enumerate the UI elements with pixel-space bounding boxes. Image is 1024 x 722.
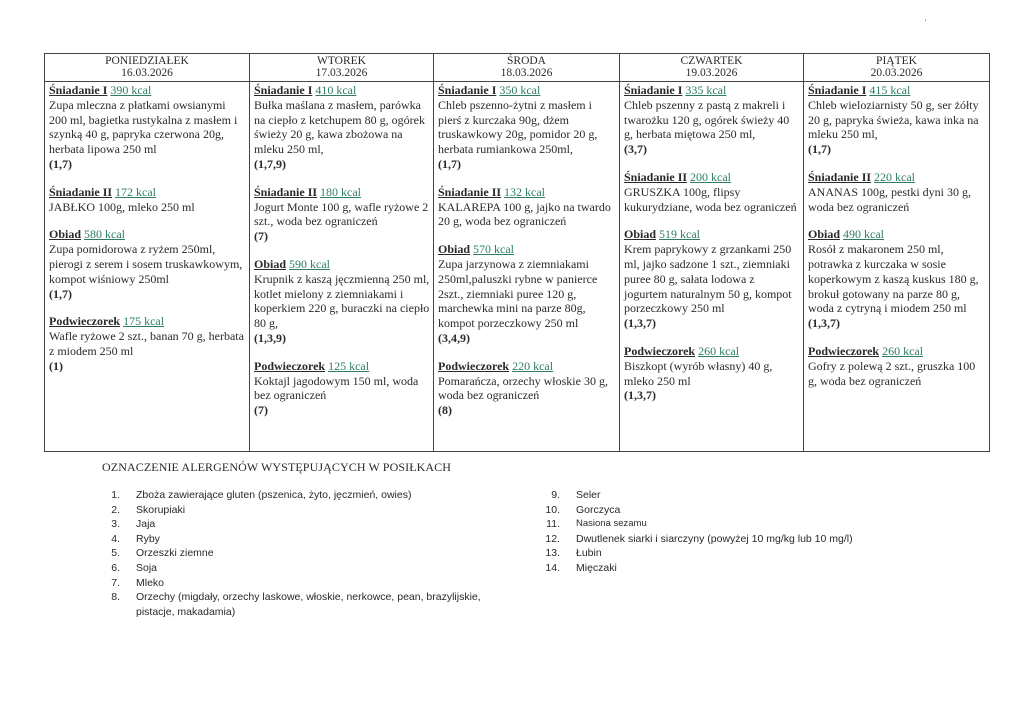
day-header: PIĄTEK 20.03.2026	[804, 54, 990, 82]
meal-description: Zupa mleczna z płatkami owsianymi 200 ml, bagietka rustykalna z masłem i szynką 40 g, papryka czerwona 20g, herbata lipowa 250 ml	[49, 97, 238, 157]
meal-block	[254, 185, 430, 244]
meal-title	[254, 185, 430, 200]
meal-description: KALAREPA 100 g, jajko na twardo 20 g, woda bez ograniczeń	[438, 199, 611, 229]
meal-block	[624, 344, 800, 403]
meal-title	[624, 83, 800, 98]
meal-title	[624, 170, 800, 185]
meal-title	[49, 185, 246, 200]
allergen-item: 2. Skorupiaki	[111, 503, 186, 516]
meal-title	[254, 257, 430, 272]
meal-name: Śniadanie I	[49, 83, 108, 97]
meal-kcal: 415 kcal	[869, 83, 911, 97]
meal-title	[808, 344, 986, 359]
allergen-item: 11. Nasiona sezamu	[546, 518, 647, 531]
allergen-item: 7. Mleko	[111, 576, 165, 589]
meal-kcal: 519 kcal	[659, 227, 701, 242]
meal-block	[808, 344, 986, 388]
meal-description: GRUSZKA 100g, flipsy kukurydziane, woda bez ograniczeń	[624, 184, 797, 214]
meal-allergens: (1,3,7)	[624, 388, 656, 403]
meal-kcal: 175 kcal	[123, 314, 165, 329]
day-header: WTOREK 17.03.2026	[250, 54, 434, 82]
meal-name: Podwieczorek	[49, 314, 121, 329]
meal-name: Obiad	[438, 242, 471, 257]
allergen-legend-title: OZNACZENIE ALERGENÓW WYSTĘPUJĄCYCH W POSIŁKACH	[102, 460, 452, 474]
meal-description: Bułka maślana z masłem, parówka na ciepło z ketchupem 80 g, ogórek świeży 20 g, kawa zbożowa na mleku 250 ml,	[254, 97, 425, 157]
allergen-item: 10. Gorczyca	[545, 503, 621, 516]
meal-title	[49, 314, 246, 329]
allergen-item: 4. Ryby	[111, 532, 160, 545]
meal-block	[808, 83, 986, 157]
meal-title	[49, 227, 246, 242]
meal-block	[808, 170, 986, 214]
day-header: ŚRODA 18.03.2026	[434, 54, 620, 82]
meal-kcal: 410 kcal	[315, 83, 357, 97]
meal-name: Śniadanie II	[49, 184, 113, 199]
meal-allergens: (1,7,9)	[254, 156, 286, 171]
day-column-tuesday	[250, 82, 434, 452]
allergen-item: 5. Orzeszki ziemne	[111, 547, 214, 560]
meal-name: Podwieczorek	[254, 358, 326, 373]
meal-allergens: (7)	[254, 403, 268, 418]
meal-title	[49, 83, 246, 98]
meal-allergens: (7)	[254, 229, 268, 244]
meal-title	[808, 170, 986, 185]
allergen-item: 9. Seler	[551, 489, 601, 501]
meal-kcal: 180 kcal	[320, 184, 362, 199]
meal-name: Śniadanie I	[254, 83, 313, 97]
meal-block	[624, 170, 800, 214]
allergen-list-left	[100, 488, 500, 619]
allergen-item: 14. Mięczaki	[545, 561, 617, 574]
meal-description: Gofry z polewą 2 szt., gruszka 100 g, woda bez ograniczeń	[808, 358, 976, 388]
meals-row	[45, 82, 990, 452]
allergen-item: 3. Jaja	[111, 518, 156, 531]
meal-kcal: 260 kcal	[882, 343, 924, 358]
meal-kcal: 580 kcal	[84, 227, 126, 242]
meal-description: Chleb pszenno-żytni z masłem i pierś z kurczaka 90g, dżem truskawkowy 20g, pomidor 20 g, herbata rumiankowa 250ml,	[438, 97, 598, 157]
meal-description: Krem paprykowy z grzankami 250 ml, jajko sadzone 1 szt., ziemniaki puree 80 g, sałata lodowa z jogurtem naturalnym 50 g, kompot porzeczkowy 250 ml	[624, 242, 792, 316]
meal-block	[438, 185, 616, 229]
meal-title	[624, 227, 800, 242]
meal-kcal: 220 kcal	[512, 358, 554, 373]
day-header-row	[45, 54, 990, 82]
meal-description: Wafle ryżowe 2 szt., banan 70 g, herbata z miodem 250 ml	[49, 329, 244, 358]
meal-block	[624, 83, 800, 157]
day-column-thursday	[620, 82, 804, 452]
allergen-item: 12. Dwutlenek siarki i siarczyny (powyżej 10 mg/kg lub 10 mg/l)	[545, 532, 853, 545]
meal-title	[808, 83, 986, 98]
meal-description: Chleb wieloziarnisty 50 g, ser żółty 20 g, papryka świeża, kawa inka na mleku 250 ml,	[808, 97, 979, 142]
meal-kcal: 132 kcal	[504, 184, 546, 199]
meal-allergens: (1,3,9)	[254, 330, 286, 345]
meal-block	[254, 257, 430, 346]
allergen-item: 1. Zboża zawierające gluten (pszenica, żyto, jęczmień, owies)	[111, 489, 412, 501]
meal-kcal: 335 kcal	[685, 83, 727, 97]
meal-name: Śniadanie I	[438, 83, 497, 97]
meal-name: Śniadanie II	[808, 169, 872, 184]
meal-description: JABŁKO 100g, mleko 250 ml	[49, 199, 195, 214]
meal-block	[49, 185, 246, 215]
meal-kcal: 570 kcal	[473, 242, 515, 257]
meal-name: Obiad	[624, 227, 657, 242]
day-column-friday	[804, 82, 990, 452]
meal-allergens: (1,3,7)	[808, 316, 840, 331]
meal-kcal: 590 kcal	[289, 256, 331, 271]
meal-allergens: (3,4,9)	[438, 330, 470, 345]
meal-name: Śniadanie II	[254, 184, 318, 199]
meal-description: Pomarańcza, orzechy włoskie 30 g, woda bez ograniczeń	[438, 373, 608, 403]
meal-block	[438, 359, 616, 418]
meal-kcal: 260 kcal	[698, 343, 740, 358]
weekly-menu-table	[44, 53, 990, 452]
meal-name: Obiad	[808, 227, 841, 242]
meal-name: Podwieczorek	[624, 343, 696, 358]
meal-kcal: 220 kcal	[874, 169, 916, 184]
meal-title	[808, 227, 986, 242]
meal-description: Jogurt Monte 100 g, wafle ryżowe 2 szt., woda bez ograniczeń	[254, 199, 429, 229]
allergen-item: 8. Orzechy (migdały, orzechy laskowe, włoskie, nerkowce, pean, brazylijskie, pistacje, makadamia)	[111, 591, 481, 618]
meal-description: Krupnik z kaszą jęczmienną 250 ml, kotlet mielony z ziemniakami i koperkiem 220 g, buraczki na ciepło 80 g,	[254, 271, 430, 331]
meal-name: Śniadanie I	[624, 83, 683, 97]
day-column-monday	[45, 82, 250, 452]
meal-block	[438, 242, 616, 346]
meal-description: Rosół z makaronem 250 ml, potrawka z kurczaka w sosie koperkowym z kaszą kuskus 180 g, brokuł gotowany na parze 80 g, woda z cytryną i miodem 250 ml	[808, 242, 979, 316]
meal-allergens: (1,7)	[49, 156, 72, 171]
day-header: CZWARTEK 19.03.2026	[620, 54, 804, 82]
meal-block	[624, 227, 800, 331]
meal-block	[254, 359, 430, 418]
meal-name: Śniadanie II	[624, 169, 688, 184]
meal-allergens: (1,7)	[438, 156, 461, 171]
meal-block	[254, 83, 430, 172]
meal-title	[438, 359, 616, 374]
meal-description: Zupa jarzynowa z ziemniakami 250ml,paluszki rybne w panierce 2szt., ziemniaki puree 120 g, marchewka mini na parze 80g, kompot porzeczkowy 250 ml	[438, 256, 598, 331]
meal-allergens: (1,7)	[49, 286, 72, 301]
meal-name: Podwieczorek	[438, 358, 510, 373]
meal-description: Chleb pszenny z pastą z makreli i twarożku 120 g, ogórek świeży 40 g, herbata miętowa 250 ml,	[624, 97, 790, 142]
day-header: PONIEDZIAŁEK 16.03.2026	[45, 54, 250, 82]
meal-allergens: (1,7)	[808, 142, 831, 157]
meal-description: ANANAS 100g, pestki dyni 30 g, woda bez ograniczeń	[808, 184, 972, 214]
meal-name: Śniadanie I	[808, 83, 867, 97]
meal-name: Śniadanie II	[438, 184, 502, 199]
scan-artifact-mark: ٬	[924, 18, 927, 28]
meal-title	[254, 83, 430, 98]
allergen-item: 6. Soja	[111, 561, 158, 574]
meal-block	[49, 314, 246, 373]
allergen-list-right	[540, 488, 940, 576]
meal-title	[438, 185, 616, 200]
meal-allergens: (1,3,7)	[624, 316, 656, 331]
allergen-item: 13. Łubin	[545, 547, 602, 560]
meal-description: Zupa pomidorowa z ryżem 250ml, pierogi z serem i sosem truskawkowym, kompot wiśniowy 250ml	[49, 242, 243, 286]
meal-title	[624, 344, 800, 359]
meal-block	[49, 83, 246, 172]
day-column-wednesday	[434, 82, 620, 452]
meal-description: Biszkopt (wyrób własny) 40 g, mleko 250 ml	[624, 358, 773, 388]
meal-title	[438, 242, 616, 257]
meal-name: Obiad	[49, 227, 82, 242]
meal-block	[49, 227, 246, 301]
meal-block	[438, 83, 616, 172]
meal-title	[438, 83, 616, 98]
meal-kcal: 390 kcal	[110, 83, 152, 97]
meal-description: Koktajl jagodowym 150 ml, woda bez ograniczeń	[254, 373, 419, 403]
meal-allergens: (1)	[49, 358, 63, 373]
meal-kcal: 125 kcal	[328, 358, 370, 373]
meal-name: Obiad	[254, 256, 287, 271]
meal-name: Podwieczorek	[808, 343, 880, 358]
meal-kcal: 490 kcal	[843, 227, 885, 242]
meal-allergens: (3,7)	[624, 142, 647, 157]
meal-kcal: 200 kcal	[690, 169, 732, 184]
meal-kcal: 350 kcal	[499, 83, 541, 97]
meal-kcal: 172 kcal	[115, 184, 157, 199]
meal-block	[808, 227, 986, 331]
meal-allergens: (8)	[438, 403, 452, 418]
meal-title	[254, 359, 430, 374]
